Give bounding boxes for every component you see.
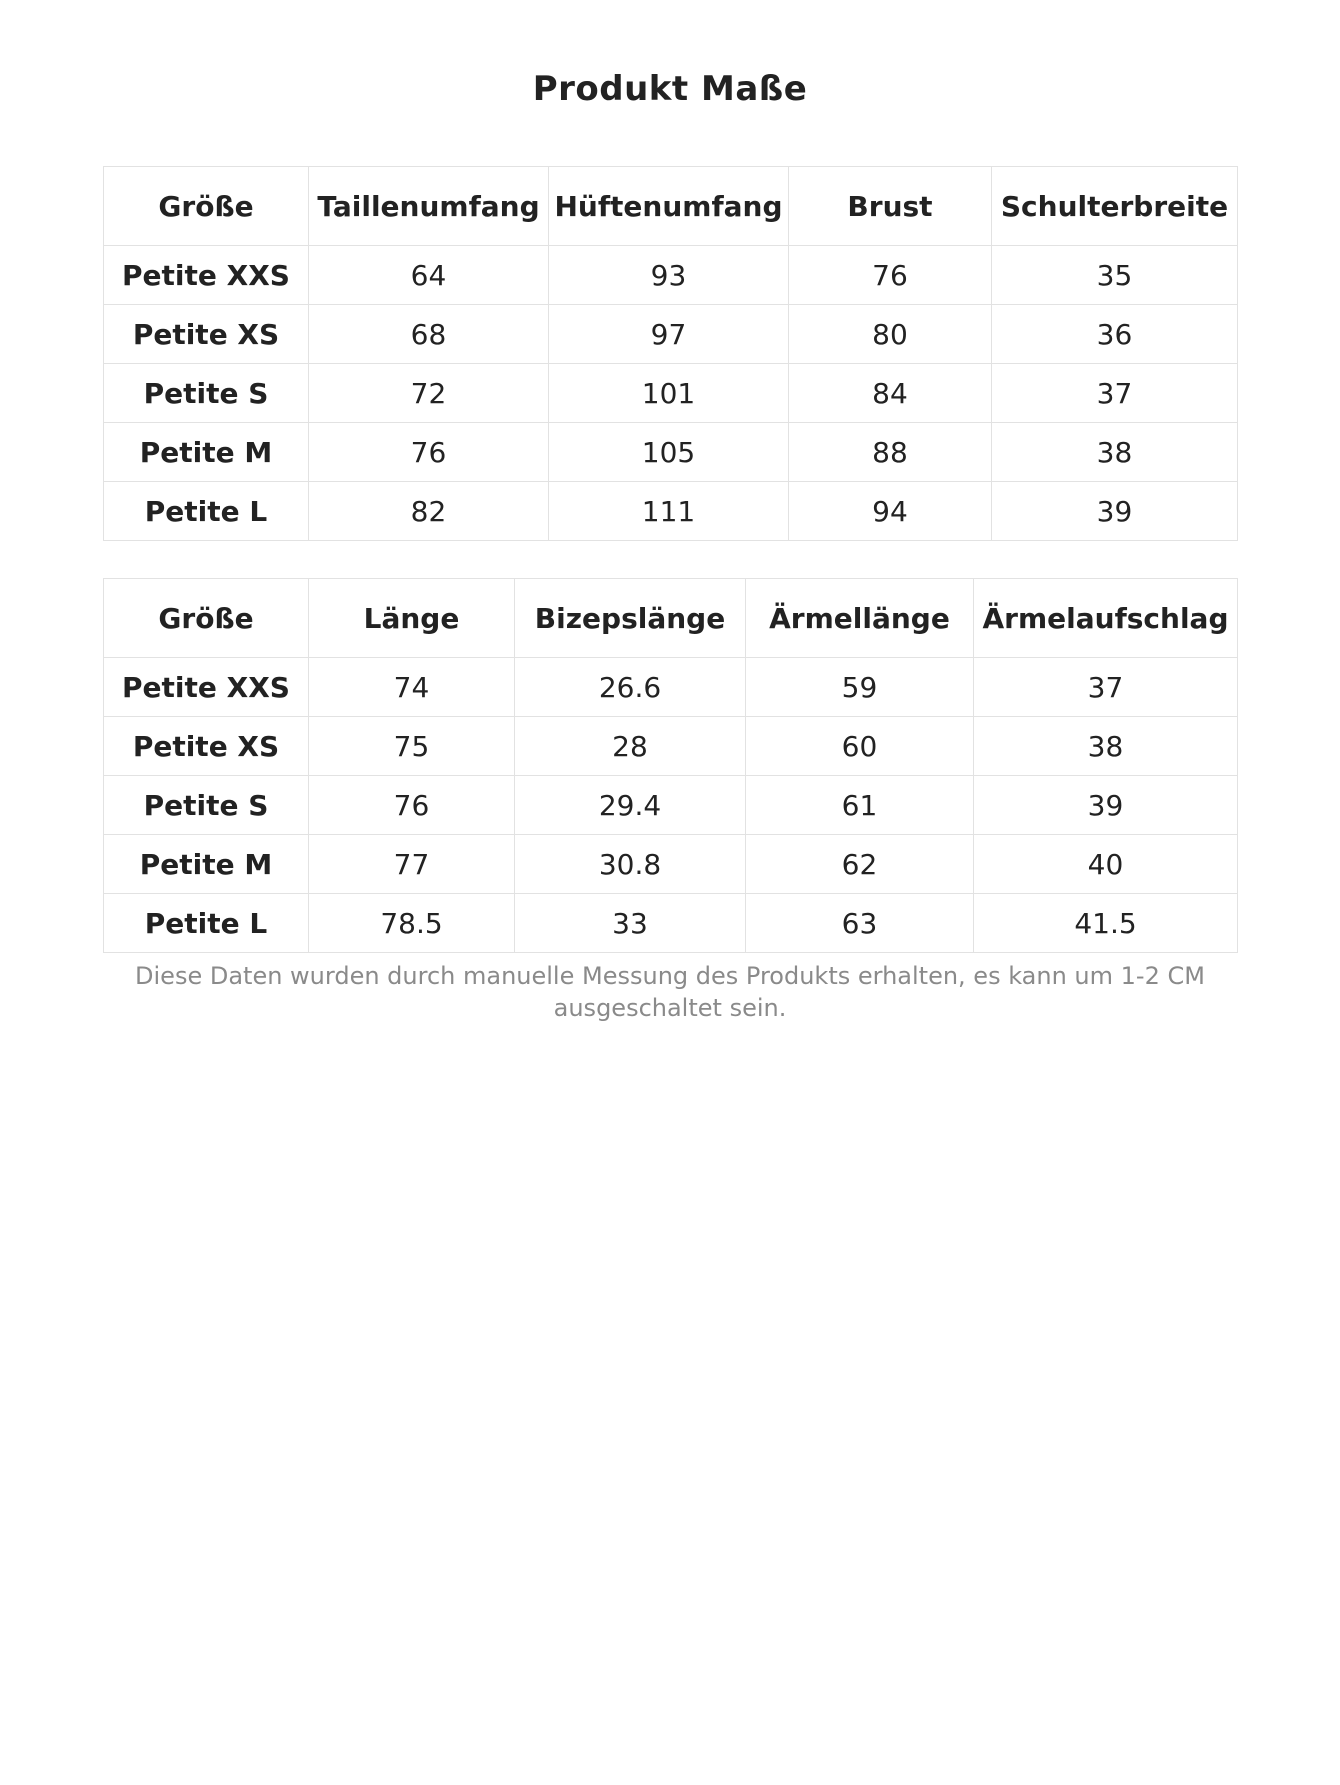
measurement-disclaimer: Diese Daten wurden durch manuelle Messung des Produkts erhalten, es kann um 1-2 CM ausgeschaltet sein. [135, 962, 1205, 1022]
table-cell: 64 [309, 246, 549, 305]
table-cell: 62 [746, 835, 974, 894]
table-cell: 75 [309, 717, 515, 776]
table-cell: 88 [789, 423, 992, 482]
size-label-cell: Petite L [104, 482, 309, 541]
table-cell: 38 [974, 717, 1238, 776]
table-cell: 77 [309, 835, 515, 894]
table-cell: 68 [309, 305, 549, 364]
table-cell: 63 [746, 894, 974, 953]
column-header: Größe [104, 579, 309, 658]
table-cell: 37 [992, 364, 1238, 423]
table-cell: 35 [992, 246, 1238, 305]
table-row [104, 482, 1238, 541]
size-label-cell: Petite M [104, 835, 309, 894]
table-cell: 33 [515, 894, 746, 953]
table-cell: 60 [746, 717, 974, 776]
table-row [104, 423, 1238, 482]
size-label-cell: Petite XXS [104, 658, 309, 717]
table-cell: 76 [309, 423, 549, 482]
table-cell: 40 [974, 835, 1238, 894]
size-table-length-measurements [103, 578, 1238, 953]
table-cell: 26.6 [515, 658, 746, 717]
column-header: Brust [789, 167, 992, 246]
table-row [104, 894, 1238, 953]
page-title: Produkt Maße [532, 69, 808, 109]
table-cell: 97 [549, 305, 789, 364]
table-row [104, 305, 1238, 364]
table-cell: 93 [549, 246, 789, 305]
table-row [104, 717, 1238, 776]
table-header-row [104, 579, 1238, 658]
column-header: Taillenumfang [309, 167, 549, 246]
table-cell: 41.5 [974, 894, 1238, 953]
table-cell: 61 [746, 776, 974, 835]
table-cell: 59 [746, 658, 974, 717]
size-label-cell: Petite XS [104, 717, 309, 776]
table-cell: 76 [789, 246, 992, 305]
size-table-body-measurements [103, 166, 1238, 541]
size-label-cell: Petite S [104, 776, 309, 835]
table-cell: 29.4 [515, 776, 746, 835]
table-cell: 78.5 [309, 894, 515, 953]
table-cell: 111 [549, 482, 789, 541]
table-cell: 80 [789, 305, 992, 364]
table-cell: 105 [549, 423, 789, 482]
size-label-cell: Petite XS [104, 305, 309, 364]
table-cell: 36 [992, 305, 1238, 364]
column-header: Ärmellänge [746, 579, 974, 658]
column-header: Bizepslänge [515, 579, 746, 658]
table-cell: 30.8 [515, 835, 746, 894]
size-label-cell: Petite L [104, 894, 309, 953]
column-header: Länge [309, 579, 515, 658]
table-row [104, 658, 1238, 717]
table-cell: 84 [789, 364, 992, 423]
column-header: Größe [104, 167, 309, 246]
table-cell: 74 [309, 658, 515, 717]
table-cell: 39 [974, 776, 1238, 835]
table-row [104, 835, 1238, 894]
column-header: Hüftenumfang [549, 167, 789, 246]
table-row [104, 364, 1238, 423]
table-cell: 82 [309, 482, 549, 541]
table-cell: 39 [992, 482, 1238, 541]
size-label-cell: Petite M [104, 423, 309, 482]
table-cell: 76 [309, 776, 515, 835]
table-cell: 28 [515, 717, 746, 776]
table-cell: 38 [992, 423, 1238, 482]
table-cell: 37 [974, 658, 1238, 717]
size-label-cell: Petite XXS [104, 246, 309, 305]
column-header: Schulterbreite [992, 167, 1238, 246]
table-row [104, 246, 1238, 305]
size-label-cell: Petite S [104, 364, 309, 423]
table-header-row [104, 167, 1238, 246]
table-cell: 72 [309, 364, 549, 423]
table-cell: 94 [789, 482, 992, 541]
table-cell: 101 [549, 364, 789, 423]
table-row [104, 776, 1238, 835]
column-header: Ärmelaufschlag [974, 579, 1238, 658]
